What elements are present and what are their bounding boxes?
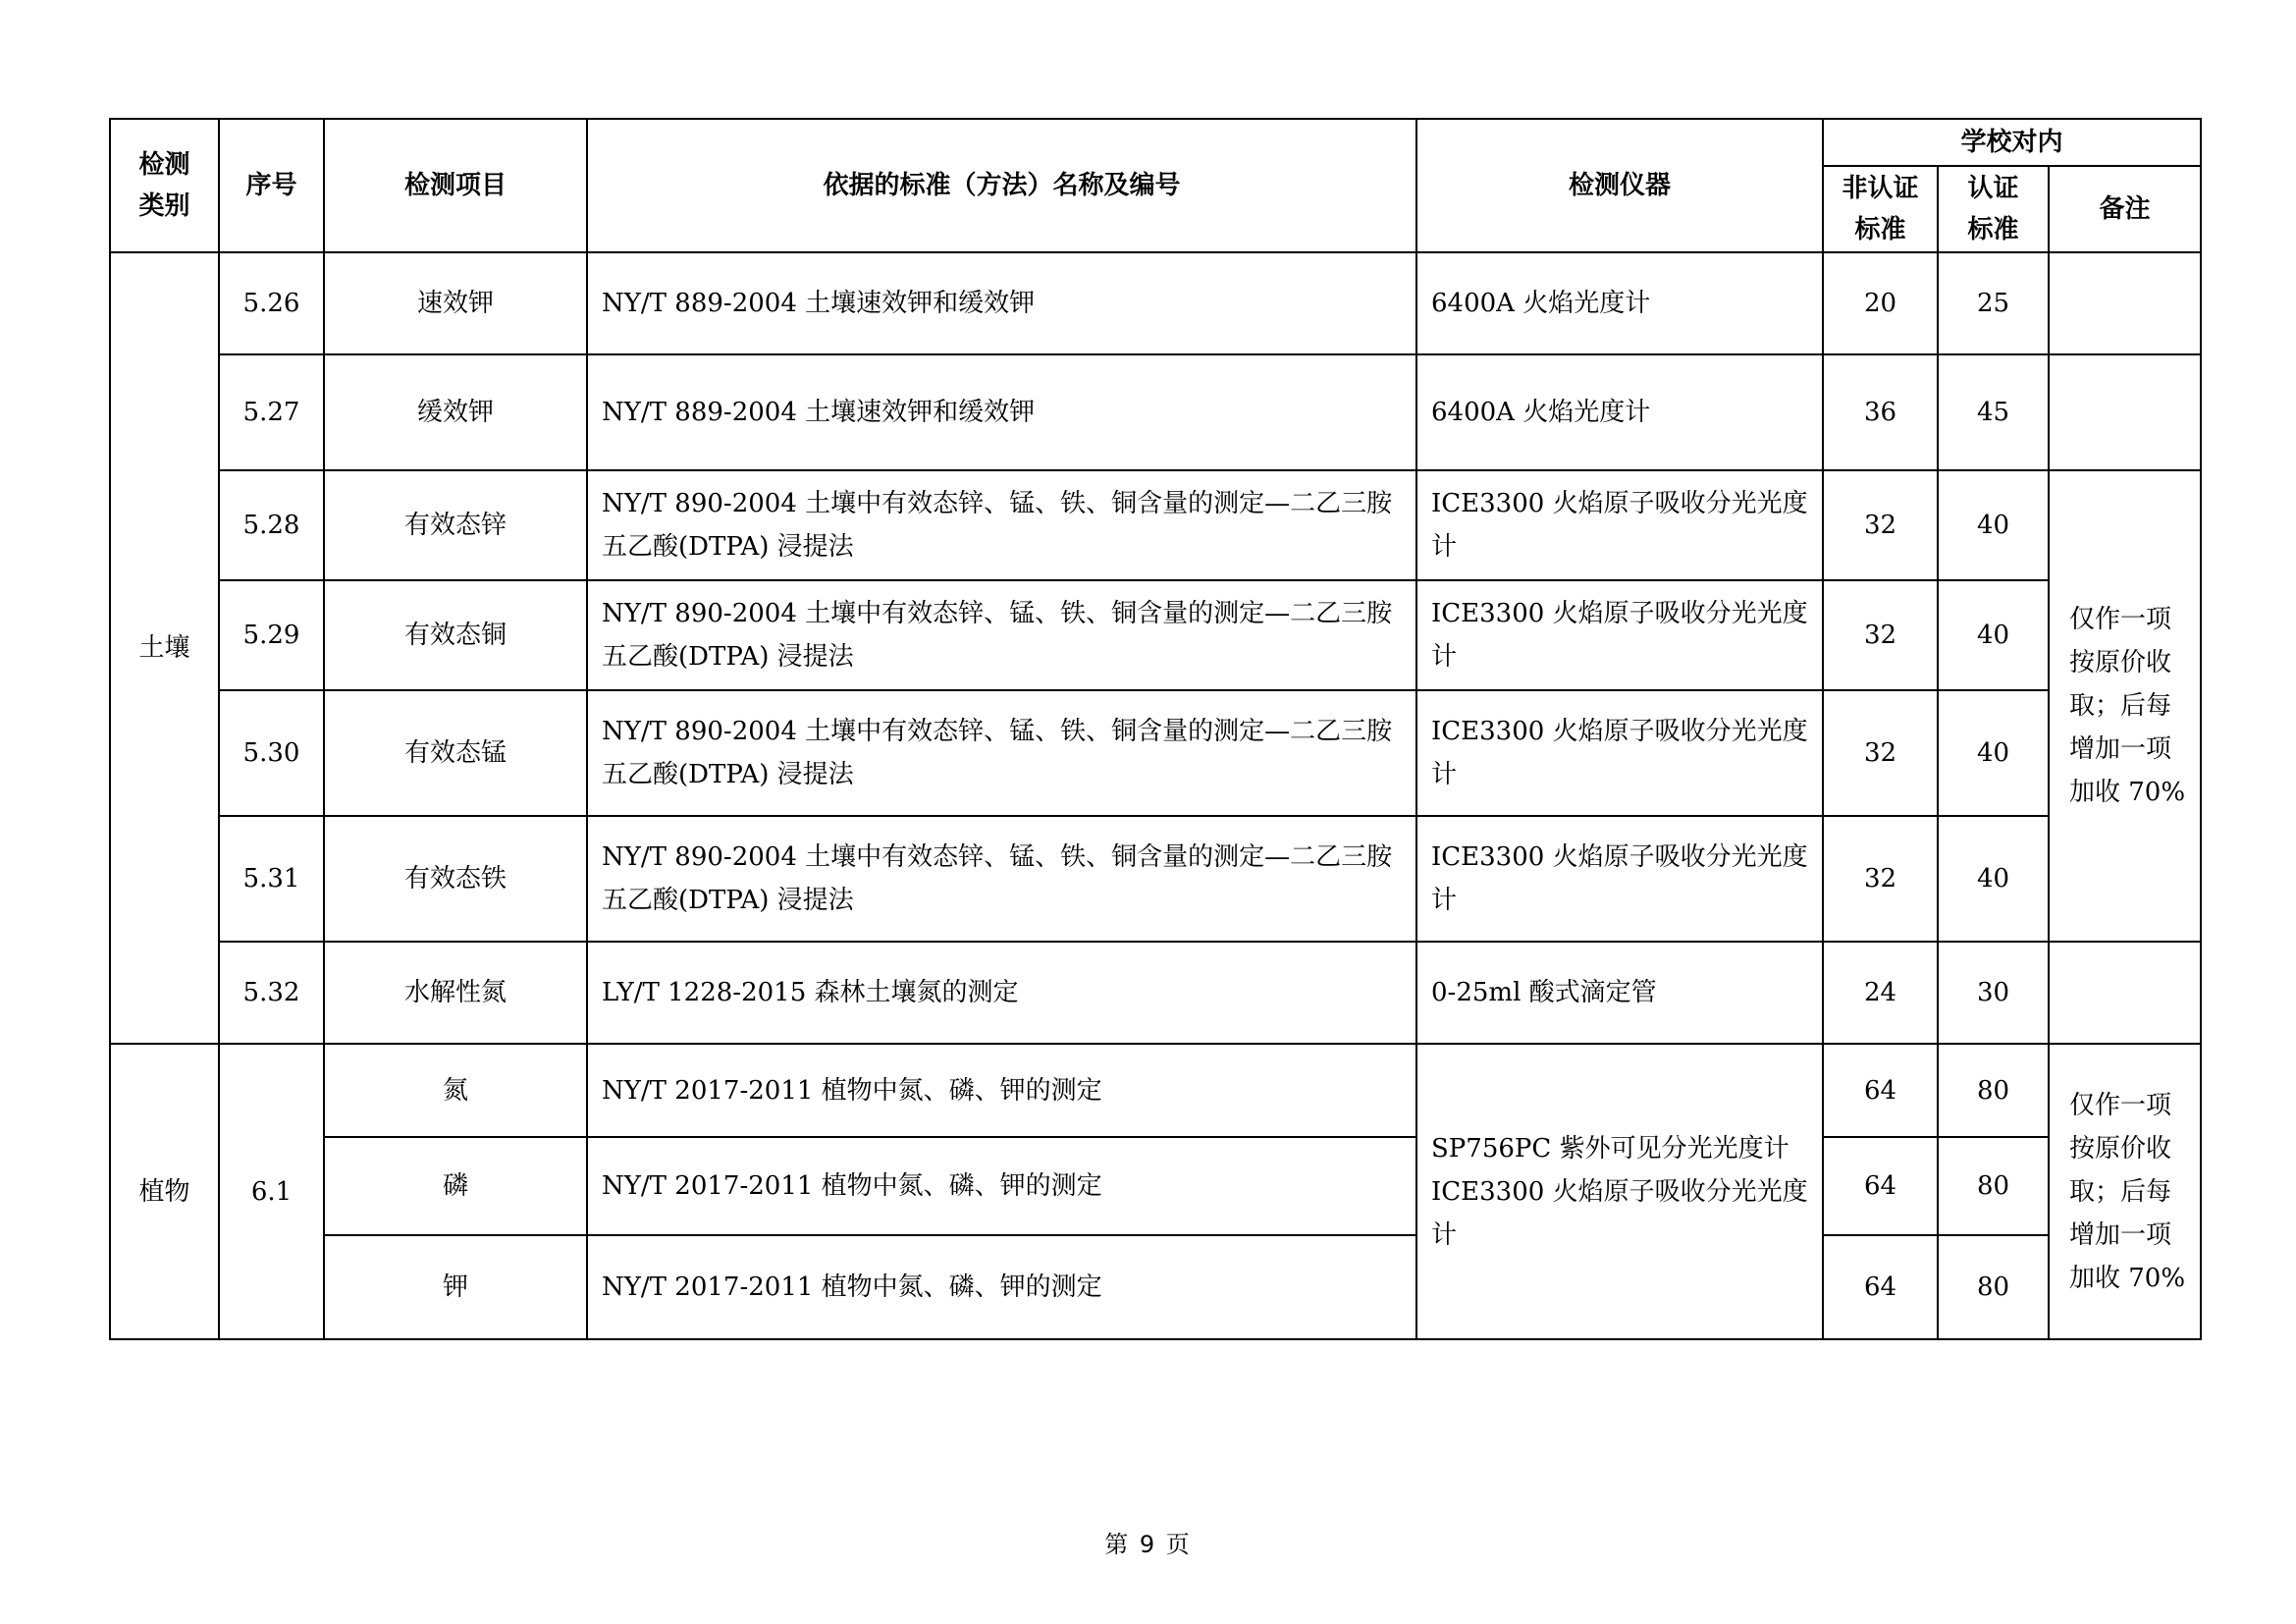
instrument-cell: 0-25ml 酸式滴定管 — [1416, 942, 1823, 1044]
non-certified-fee: 24 — [1823, 942, 1938, 1044]
table-row — [110, 470, 2201, 580]
item-cell: 有效态锌 — [324, 470, 587, 580]
header-category: 检测 类别 — [110, 119, 219, 252]
header-standard: 依据的标准（方法）名称及编号 — [587, 119, 1416, 252]
plant-remark: 仅作一项按原价收取；后每增加一项加收 70% — [2049, 1044, 2201, 1339]
non-certified-fee: 20 — [1823, 252, 1938, 354]
header-instrument: 检测仪器 — [1416, 119, 1823, 252]
table-row — [110, 690, 2201, 816]
header-seq: 序号 — [219, 119, 324, 252]
page-number: 第 9 页 — [1104, 1531, 1192, 1558]
standard-cell: NY/T 889-2004 土壤速效钾和缓效钾 — [587, 252, 1416, 354]
non-certified-fee: 64 — [1823, 1235, 1938, 1339]
fee-table — [109, 118, 2202, 1340]
certified-fee: 40 — [1938, 690, 2049, 816]
standard-cell: NY/T 890-2004 土壤中有效态锌、锰、铁、铜含量的测定—二乙三胺五乙酸(DTPA) 浸提法 — [587, 580, 1416, 690]
table-row — [110, 816, 2201, 942]
certified-fee: 25 — [1938, 252, 2049, 354]
standard-cell: NY/T 2017-2011 植物中氮、磷、钾的测定 — [587, 1137, 1416, 1235]
seq-cell: 5.26 — [219, 252, 324, 354]
item-cell: 速效钾 — [324, 252, 587, 354]
standard-cell: NY/T 890-2004 土壤中有效态锌、锰、铁、铜含量的测定—二乙三胺五乙酸(DTPA) 浸提法 — [587, 816, 1416, 942]
table-row — [110, 1137, 2201, 1235]
standard-cell: NY/T 890-2004 土壤中有效态锌、锰、铁、铜含量的测定—二乙三胺五乙酸(DTPA) 浸提法 — [587, 690, 1416, 816]
header-school-internal: 学校对内 — [1823, 119, 2201, 166]
plant-instrument-cell: SP756PC 紫外可见分光光度计 ICE3300 火焰原子吸收分光光度计 — [1416, 1044, 1823, 1339]
standard-cell: NY/T 2017-2011 植物中氮、磷、钾的测定 — [587, 1235, 1416, 1339]
certified-fee: 80 — [1938, 1044, 2049, 1137]
certified-fee: 40 — [1938, 580, 2049, 690]
seq-cell: 5.31 — [219, 816, 324, 942]
item-cell: 有效态铜 — [324, 580, 587, 690]
header-non-certified: 非认证 标准 — [1823, 166, 1938, 252]
certified-fee: 40 — [1938, 816, 2049, 942]
standard-cell: LY/T 1228-2015 森林土壤氮的测定 — [587, 942, 1416, 1044]
category-plant: 植物 — [110, 1044, 219, 1339]
instrument-cell: 6400A 火焰光度计 — [1416, 354, 1823, 470]
certified-fee: 80 — [1938, 1137, 2049, 1235]
seq-cell: 6.1 — [219, 1044, 324, 1339]
item-cell: 缓效钾 — [324, 354, 587, 470]
non-certified-fee: 32 — [1823, 690, 1938, 816]
item-cell: 有效态铁 — [324, 816, 587, 942]
instrument-cell: ICE3300 火焰原子吸收分光光度计 — [1416, 580, 1823, 690]
instrument-cell: ICE3300 火焰原子吸收分光光度计 — [1416, 690, 1823, 816]
instrument-cell: ICE3300 火焰原子吸收分光光度计 — [1416, 470, 1823, 580]
certified-fee: 80 — [1938, 1235, 2049, 1339]
item-cell: 钾 — [324, 1235, 587, 1339]
seq-cell: 5.29 — [219, 580, 324, 690]
non-certified-fee: 64 — [1823, 1044, 1938, 1137]
header-remark: 备注 — [2049, 166, 2201, 252]
standard-cell: NY/T 2017-2011 植物中氮、磷、钾的测定 — [587, 1044, 1416, 1137]
table-row — [110, 580, 2201, 690]
table-row — [110, 252, 2201, 354]
seq-cell: 5.32 — [219, 942, 324, 1044]
certified-fee: 40 — [1938, 470, 2049, 580]
remark-cell — [2049, 942, 2201, 1044]
item-cell: 磷 — [324, 1137, 587, 1235]
non-certified-fee: 32 — [1823, 470, 1938, 580]
non-certified-fee: 64 — [1823, 1137, 1938, 1235]
category-soil: 土壤 — [110, 252, 219, 1044]
item-cell: 有效态锰 — [324, 690, 587, 816]
non-certified-fee: 36 — [1823, 354, 1938, 470]
remark-cell — [2049, 252, 2201, 354]
micro-element-remark: 仅作一项按原价收取；后每增加一项加收 70% — [2049, 470, 2201, 942]
header-certified: 认证 标准 — [1938, 166, 2049, 252]
table-header — [110, 119, 2201, 252]
table-row — [110, 942, 2201, 1044]
table-row — [110, 354, 2201, 470]
certified-fee: 30 — [1938, 942, 2049, 1044]
seq-cell: 5.27 — [219, 354, 324, 470]
standard-cell: NY/T 890-2004 土壤中有效态锌、锰、铁、铜含量的测定—二乙三胺五乙酸(DTPA) 浸提法 — [587, 470, 1416, 580]
seq-cell: 5.30 — [219, 690, 324, 816]
instrument-cell: ICE3300 火焰原子吸收分光光度计 — [1416, 816, 1823, 942]
non-certified-fee: 32 — [1823, 816, 1938, 942]
instrument-cell: 6400A 火焰光度计 — [1416, 252, 1823, 354]
non-certified-fee: 32 — [1823, 580, 1938, 690]
certified-fee: 45 — [1938, 354, 2049, 470]
item-cell: 氮 — [324, 1044, 587, 1137]
item-cell: 水解性氮 — [324, 942, 587, 1044]
header-item: 检测项目 — [324, 119, 587, 252]
seq-cell: 5.28 — [219, 470, 324, 580]
table-row — [110, 1235, 2201, 1339]
remark-cell — [2049, 354, 2201, 470]
table-row — [110, 1044, 2201, 1137]
standard-cell: NY/T 889-2004 土壤速效钾和缓效钾 — [587, 354, 1416, 470]
